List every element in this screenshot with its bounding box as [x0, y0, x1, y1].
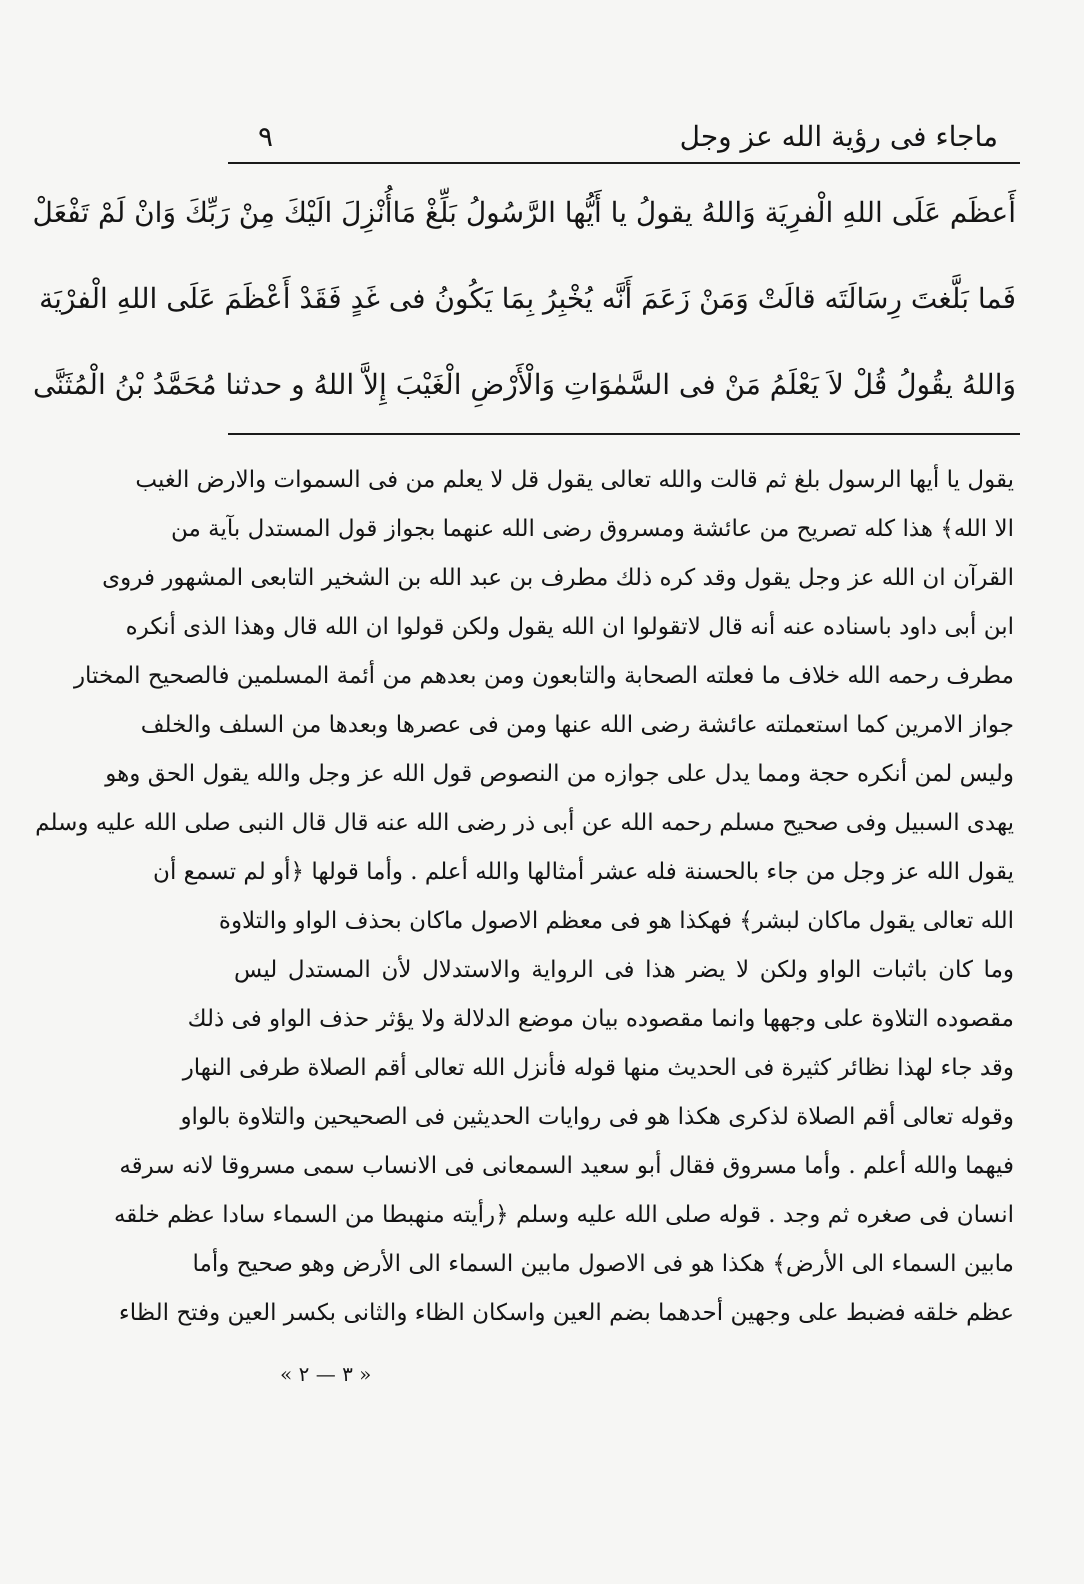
commentary-line: مطرف رحمه الله خلاف ما فعلته الصحابة والتابعون ومن بعدهم من أئمة المسلمين فالصحيح المختار: [73, 663, 1014, 689]
page-number: ٩: [258, 120, 274, 153]
commentary-line: ابن أبى داود باسناده عنه أنه قال لاتقولوا ان الله يقول ولكن قولوا ان الله قال وهذا الذى أنكره: [125, 614, 1014, 640]
page-header: [228, 110, 1018, 160]
hadith-line: أَعظَم عَلَى اللهِ الْفرِيَة وَاللهُ يقولُ يا أَيُّها الرَّسُولُ بَلِّغْ مَاأُنْزِلَ الَيْكَ مِنْ رَبِّكَ وَانْ لَمْ تَفْعَلْ: [32, 196, 1016, 229]
running-title: ماجاء فى رؤية الله عز وجل: [679, 120, 998, 153]
header-rule: [228, 162, 1020, 164]
commentary-line: وما كان باثبات الواو ولكن لا يضر هذا فى الرواية والاستدلال لأن المستدل ليس: [234, 957, 1014, 983]
commentary-line: فيهما والله أعلم . وأما مسروق فقال أبو سعيد السمعانى فى الانساب سمى مسروقا لانه سرقه: [119, 1153, 1014, 1179]
commentary-line: جواز الامرين كما استعملته عائشة رضى الله عنها ومن فى عصرها وبعدها من السلف والخلف: [140, 712, 1014, 738]
hadith-line: فَما بَلَّغتَ رِسَالَتَه قالَتْ وَمَنْ زَعَمَ أَنَّه يُخْبِرُ بِمَا يَكُونُ فى غَدٍ فَقَدْ أَعْظَمَ عَلَى اللهِ الْفرْيَة: [39, 282, 1016, 315]
commentary-line: يقول الله عز وجل من جاء بالحسنة فله عشر أمثالها والله أعلم . وأما قولها ﴿أو لم تسمع أن: [153, 859, 1014, 885]
commentary-line: يهدى السبيل وفى صحيح مسلم رحمه الله عن أبى ذر رضى الله عنه قال قال النبى صلى الله عليه وسلم: [35, 810, 1014, 836]
section-divider-rule: [228, 433, 1020, 435]
commentary-line: القرآن ان الله عز وجل يقول وقد كره ذلك مطرف بن عبد الله بن الشخير التابعى المشهور فروى: [102, 565, 1014, 591]
hadith-text-block: [32, 170, 1020, 428]
commentary-line: الله تعالى يقول ماكان لبشر﴾ فهكذا هو فى معظم الاصول ماكان بحذف الواو والتلاوة: [218, 908, 1014, 934]
sheet-signature-number: « ٣ — ٢ »: [280, 1362, 372, 1386]
commentary-line: وقوله تعالى أقم الصلاة لذكرى هكذا هو فى روايات الحديثين فى الصحيحين والتلاوة بالواو: [180, 1104, 1014, 1130]
commentary-line: الا الله﴾ هذا كله تصريح من عائشة ومسروق رضى الله عنهما بجواز قول المستدل بآية من: [170, 516, 1014, 542]
commentary-line: مابين السماء الى الأرض﴾ هكذا هو فى الاصول مابين السماء الى الأرض وهو صحيح وأما: [192, 1251, 1014, 1277]
commentary-line: يقول يا أيها الرسول بلغ ثم قالت والله تعالى يقول قل لا يعلم من فى السموات والارض الغيب: [135, 467, 1014, 493]
commentary-line: وقد جاء لهذا نظائر كثيرة فى الحديث منها قوله فأنزل الله تعالى أقم الصلاة طرفى النهار: [182, 1055, 1014, 1081]
commentary-text-block: [35, 456, 1018, 1456]
commentary-line: انسان فى صغره ثم وجد . قوله صلى الله عليه وسلم ﴿رأيته منهبطا من السماء سادا عظم خلقه: [113, 1202, 1014, 1228]
commentary-line: وليس لمن أنكره حجة ومما يدل على جوازه من النصوص قول الله عز وجل والله يقول الحق وهو: [105, 761, 1014, 787]
hadith-line: وَاللهُ يقُولُ قُلْ لاَ يَعْلَمُ مَنْ فى السَّمٰوَاتِ وَالْأَرْضِ الْغَيْبَ إِلاَّ اللهُ و حدثنا مُحَمَّدُ بْنُ الْمُثَنَّى: [32, 368, 1016, 401]
commentary-line: مقصوده التلاوة على وجهها وانما مقصوده بيان موضع الدلالة ولا يؤثر حذف الواو فى ذلك: [187, 1006, 1014, 1032]
commentary-line: عظم خلقه فضبط على وجهين أحدهما بضم العين واسكان الظاء والثانى بكسر العين وفتح الظاء: [118, 1300, 1014, 1326]
